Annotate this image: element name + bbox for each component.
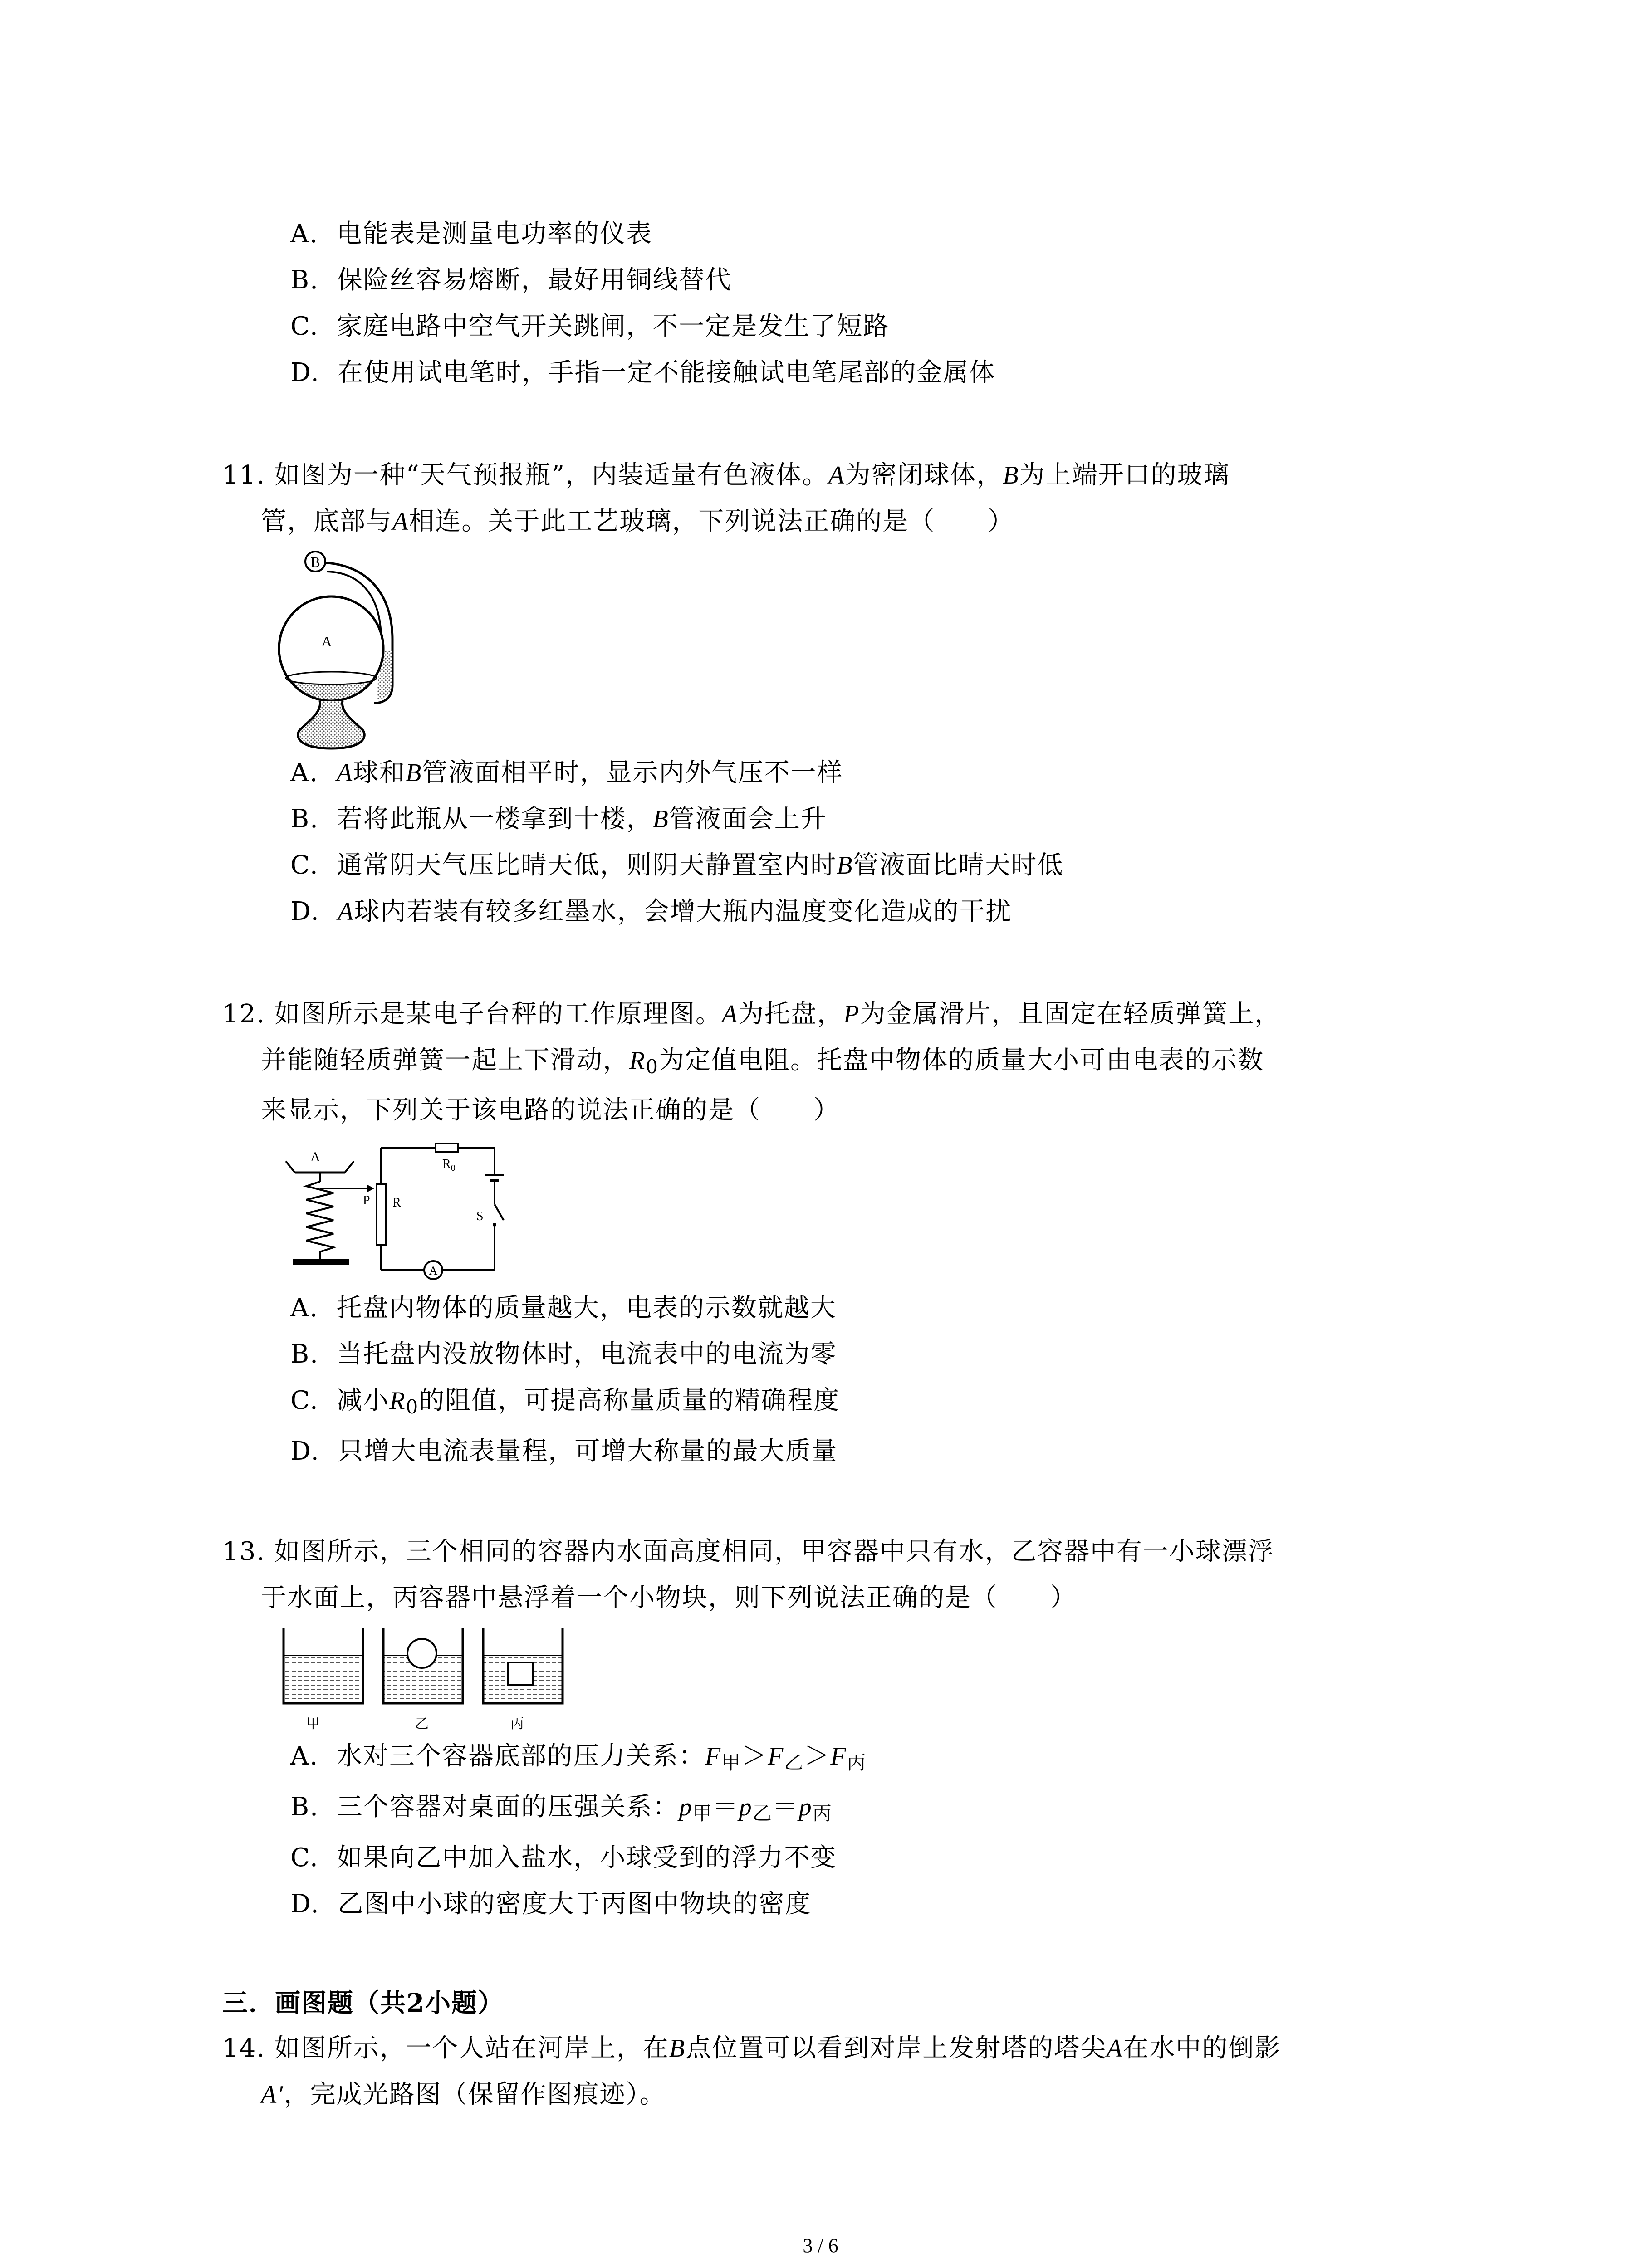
q10-option-a: A. 电能表是测量电功率的仪表 (290, 219, 652, 249)
q13-option-a: A. 水对三个容器底部的压力关系：F甲＞F乙＞F丙 (290, 1741, 867, 1774)
q12-option-d: D. 只增大电流表量程，可增大称量的最大质量 (290, 1437, 838, 1466)
figure-label-a: A (321, 633, 332, 650)
figure-label-yi: 乙 (415, 1716, 429, 1731)
q14-stem-line2: A′，完成光路图（保留作图痕迹）。 (261, 2080, 666, 2109)
q10-option-b: B. 保险丝容易熔断，最好用铜线替代 (290, 265, 732, 295)
figure-label-ammeter: A (429, 1264, 438, 1277)
q12-stem-line3: 来显示，下列关于该电路的说法正确的是（ ） (261, 1095, 840, 1125)
containers-figure (279, 1628, 578, 1733)
q12-option-c: C. 减小R0的阻值，可提高称量质量的精确程度 (290, 1386, 840, 1418)
q13-stem-line2: 于水面上，丙容器中悬浮着一个小物块，则下列说法正确的是（ ） (261, 1583, 1077, 1613)
figure-label-rheostat: R (392, 1196, 401, 1210)
figure-label-switch: S (476, 1209, 484, 1223)
figure-label-slider: P (363, 1193, 370, 1207)
scale-circuit-figure (281, 1143, 517, 1284)
q11-option-b: B. 若将此瓶从一楼拿到十楼，B管液面会上升 (290, 804, 827, 834)
q10-option-c: C. 家庭电路中空气开关跳闸，不一定是发生了短路 (290, 312, 890, 341)
q13-stem-line1: 13. 如图所示，三个相同的容器内水面高度相同，甲容器中只有水，乙容器中有一小球漂浮 (222, 1537, 1274, 1566)
figure-label-r0: $R_0$ (442, 1157, 456, 1173)
q11-option-a: A. A球和B管液面相平时，显示内外气压不一样 (290, 758, 843, 787)
q12-stem-line1: 12. 如图所示是某电子台秤的工作原理图。A为托盘，P为金属滑片，且固定在轻质弹簧上， (222, 999, 1281, 1029)
q12-stem-line2: 并能随轻质弹簧一起上下滑动，R0为定值电阻。托盘中物体的质量大小可由电表的示数 (261, 1046, 1264, 1078)
q10-option-d: D. 在使用试电笔时，手指一定不能接触试电笔尾部的金属体 (290, 358, 996, 387)
q13-option-c: C. 如果向乙中加入盐水，小球受到的浮力不变 (290, 1843, 837, 1872)
weather-bottle-figure (272, 549, 463, 758)
q12-option-b: B. 当托盘内没放物体时，电流表中的电流为零 (290, 1339, 837, 1369)
section-title: 三．画图题（共2小题） (222, 1988, 504, 2018)
figure-label-b: B (310, 554, 320, 570)
q13-option-b: B. 三个容器对桌面的压强关系：p甲＝p乙＝p丙 (290, 1792, 833, 1824)
figure-label-bing: 丙 (510, 1716, 524, 1731)
q11-stem-line1: 11. 如图为一种“天气预报瓶”，内装适量有色液体。A为密闭球体，B为上端开口的玻璃 (222, 460, 1230, 490)
figure-label-tray: A (310, 1149, 320, 1164)
page-number: 3 / 6 (803, 2234, 838, 2257)
q11-stem-line2: 管，底部与A相连。关于此工艺玻璃，下列说法正确的是（ ） (261, 507, 1014, 536)
q11-option-d: D. A球内若装有较多红墨水，会增大瓶内温度变化造成的干扰 (290, 897, 1012, 926)
q14-stem-line1: 14. 如图所示，一个人站在河岸上，在B点位置可以看到对岸上发射塔的塔尖A在水中的倒影 (222, 2033, 1281, 2063)
q13-option-d: D. 乙图中小球的密度大于丙图中物块的密度 (290, 1889, 812, 1919)
q11-option-c: C. 通常阴天气压比晴天低，则阴天静置室内时B管液面比晴天时低 (290, 850, 1064, 880)
q12-option-a: A. 托盘内物体的质量越大，电表的示数就越大 (290, 1293, 837, 1323)
figure-label-jia: 甲 (306, 1716, 320, 1731)
